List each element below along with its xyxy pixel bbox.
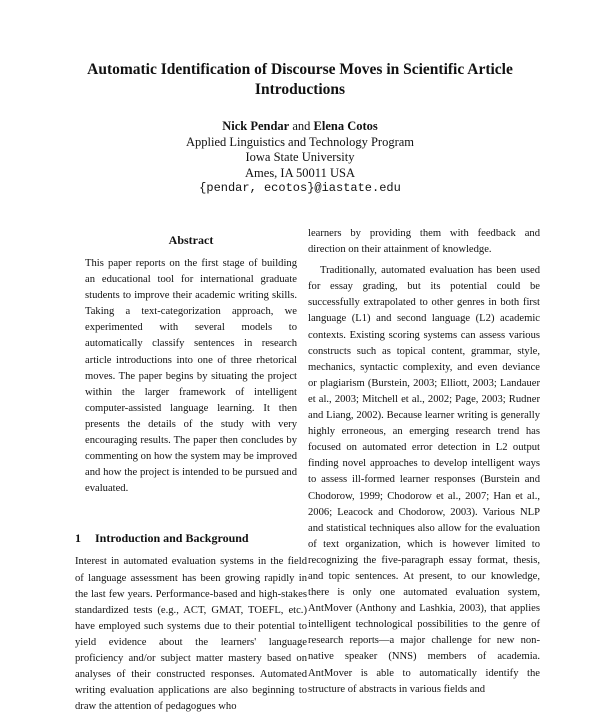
paper-title: Automatic Identification of Discourse Moves in Scientific Article Introductions	[87, 61, 513, 98]
author-name: Elena Cotos	[313, 119, 378, 133]
section-heading	[75, 530, 307, 546]
affiliation-program: Applied Linguistics and Technology Program	[185, 134, 415, 149]
body-paragraph-continued: learners by providing them with feedback and direction on their attainment of knowledge.	[308, 228, 540, 256]
author-name: Nick Pendar	[222, 119, 290, 133]
author-block	[80, 119, 520, 197]
right-column	[308, 226, 540, 698]
author-joiner: and	[289, 119, 314, 133]
body-paragraph: Interest in automated evaluation systems in the field of language assessment has been growing rapidly in the last few years. Performance-based and high-stakes standardized tests (e.g., ACT, GMAT, TOEFL, etc.) have employed such systems due to their potential to yield evidence about the learners' language proficiency and/or subject matter mastery based on analyses of their constructed responses. Automated writing evaluation applications are also beginning to draw the attention of pedagogues who	[75, 556, 307, 713]
left-column	[75, 232, 307, 715]
author-email: {pendar, ecotos}@iastate.edu	[199, 181, 401, 196]
section-number: 1	[75, 531, 81, 546]
affiliation-address: Ames, IA 50011 USA	[245, 165, 355, 180]
section-title: Introduction and Background	[95, 531, 249, 546]
body-paragraph: Traditionally, automated evaluation has been used for essay grading, but its potential could be successfully extrapolated to other genres in both first language (L1) and second language (L2) academic contexts. Existing scoring systems can assess various constructs such as topical content, grammar, style, mechanics, syntactic complexity, and even deviance or plagiarism (Burstein, 2003; Elliott, 2003; Landauer et al., 2003; Mitchell et al., 2002; Page, 2003; Rudner and Liang, 2002). Because learner writing is generally highly erroneous, an emerging research trend has focused on automated error detection in L2 output finding novel approaches to develop intelligent ways to assess ill-formed learner responses (Burstein and Chodorow, 1999; Chodorow et al., 2007; Han et al., 2006; Leacock and Chodorow, 2003). Various NLP and statistical techniques also allow for the evaluation of text organization, which is however limited to recognizing the five-paragraph essay format, thesis, and topic sentences. At present, to our knowledge, there is only one automated evaluation system, AntMover (Anthony and Lashkia, 2003), that applies intelligent technological possibilities to the genre of research reports—a major challenge for new non-native speaker (NNS) members of academia. AntMover is able to automatically identify the structure of abstracts in various fields and	[308, 265, 540, 695]
affiliation-university: Iowa State University	[245, 150, 355, 165]
abstract-text: This paper reports on the first stage of building an educational tool for international graduate students to improve their academic writing skills. Taking a text-categorization approach, we experimented with several models to automatically classify sentences in research article introductions into one of three rhetorical moves. The paper begins by situating the project within the larger framework of intelligent computer-assisted language learning. It then presents the details of the study with very encouraging results. The paper then concludes by commenting on how the system may be improved and how the project is intended to be pursued and evaluated.	[85, 258, 297, 495]
abstract-heading: Abstract	[168, 233, 214, 247]
author-names	[80, 119, 520, 135]
